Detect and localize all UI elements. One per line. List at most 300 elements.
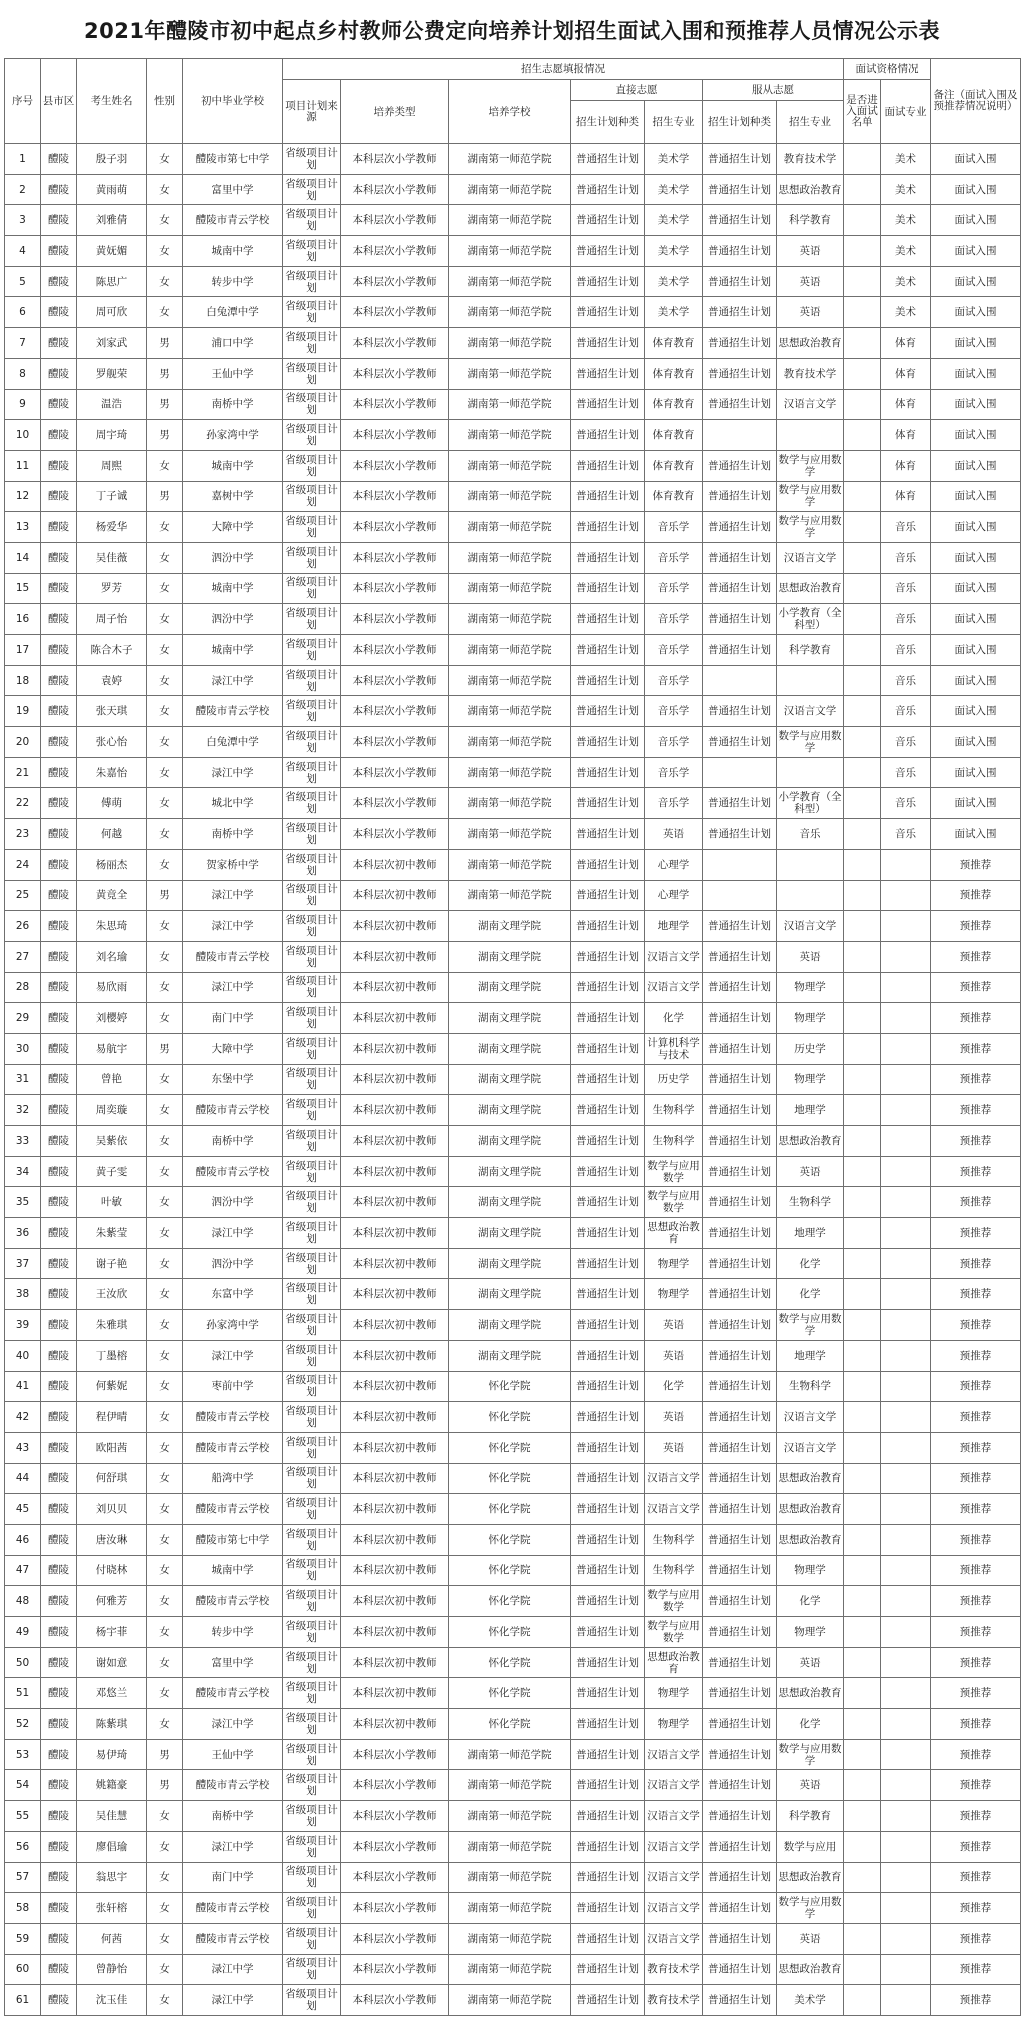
table-row (5, 604, 1021, 635)
interview-major-cell (881, 1862, 931, 1893)
name-cell: 易航宇 (77, 1033, 147, 1064)
direct-plan-cell: 普通招生计划 (571, 1126, 645, 1157)
interview-major-cell (881, 1156, 931, 1187)
remark-cell: 预推荐 (931, 1432, 1021, 1463)
direct-major-cell: 数学与应用数学 (645, 1586, 703, 1617)
remark-cell: 面试入围 (931, 665, 1021, 696)
remark-cell: 预推荐 (931, 1862, 1021, 1893)
in-list-cell (844, 1985, 881, 2016)
table-row (5, 1985, 1021, 2016)
seq-cell: 30 (5, 1033, 41, 1064)
training-school-cell: 湖南第一师范学院 (449, 880, 571, 911)
adjust-major-cell: 化学 (777, 1248, 844, 1279)
training-type-cell: 本科层次初中教师 (341, 1555, 449, 1586)
gender-cell: 女 (147, 1893, 183, 1924)
training-type-cell: 本科层次小学教师 (341, 1770, 449, 1801)
school-cell: 醴陵市青云学校 (183, 696, 283, 727)
training-school-cell: 怀化学院 (449, 1371, 571, 1402)
table-wrapper (4, 58, 1020, 2016)
table-row (5, 1033, 1021, 1064)
table-row (5, 1095, 1021, 1126)
adjust-major-cell: 思想政治教育 (777, 573, 844, 604)
seq-cell: 33 (5, 1126, 41, 1157)
direct-plan-cell: 普通招生计划 (571, 205, 645, 236)
name-cell: 傅萌 (77, 788, 147, 819)
school-cell: 王仙中学 (183, 358, 283, 389)
adjust-major-cell: 思想政治教育 (777, 328, 844, 359)
adjust-major-cell: 物理学 (777, 1617, 844, 1648)
county-cell: 醴陵 (41, 1739, 77, 1770)
direct-major-cell: 物理学 (645, 1248, 703, 1279)
adjust-plan-cell: 普通招生计划 (703, 389, 777, 420)
seq-cell: 12 (5, 481, 41, 512)
plan-source-cell: 省级项目计划 (283, 512, 341, 543)
training-type-cell: 本科层次小学教师 (341, 604, 449, 635)
school-cell: 南桥中学 (183, 819, 283, 850)
school-cell: 大障中学 (183, 1033, 283, 1064)
gender-cell: 女 (147, 1709, 183, 1740)
in-list-cell (844, 1923, 881, 1954)
remark-cell: 预推荐 (931, 941, 1021, 972)
gender-cell: 男 (147, 389, 183, 420)
direct-plan-cell: 普通招生计划 (571, 849, 645, 880)
seq-cell: 8 (5, 358, 41, 389)
remark-cell: 预推荐 (931, 1310, 1021, 1341)
gender-cell: 女 (147, 542, 183, 573)
adjust-plan-cell: 普通招生计划 (703, 358, 777, 389)
adjust-plan-cell: 普通招生计划 (703, 144, 777, 175)
plan-source-cell: 省级项目计划 (283, 1678, 341, 1709)
plan-source-cell: 省级项目计划 (283, 1064, 341, 1095)
interview-major-cell (881, 1187, 931, 1218)
interview-major-cell: 美术 (881, 205, 931, 236)
remark-cell: 面试入围 (931, 542, 1021, 573)
adjust-major-cell: 思想政治教育 (777, 174, 844, 205)
direct-plan-cell: 普通招生计划 (571, 696, 645, 727)
name-cell: 何雅芳 (77, 1586, 147, 1617)
plan-source-cell: 省级项目计划 (283, 358, 341, 389)
adjust-major-cell: 汉语言文学 (777, 1402, 844, 1433)
remark-cell: 预推荐 (931, 1064, 1021, 1095)
seq-cell: 18 (5, 665, 41, 696)
adjust-major-cell: 思想政治教育 (777, 1954, 844, 1985)
adjust-major-cell: 音乐 (777, 819, 844, 850)
seq-cell: 10 (5, 420, 41, 451)
name-cell: 吴佳薇 (77, 542, 147, 573)
name-cell: 朱思琦 (77, 911, 147, 942)
school-cell: 白兔潭中学 (183, 727, 283, 758)
adjust-plan-cell: 普通招生计划 (703, 1647, 777, 1678)
adjust-plan-cell: 普通招生计划 (703, 1862, 777, 1893)
training-school-cell: 湖南文理学院 (449, 1310, 571, 1341)
gender-cell: 女 (147, 972, 183, 1003)
school-cell: 城南中学 (183, 236, 283, 267)
in-list-cell (844, 1494, 881, 1525)
remark-cell: 面试入围 (931, 757, 1021, 788)
county-cell: 醴陵 (41, 911, 77, 942)
in-list-cell (844, 1064, 881, 1095)
interview-major-cell (881, 1218, 931, 1249)
header-adjust-plan: 招生计划种类 (703, 101, 777, 144)
plan-source-cell: 省级项目计划 (283, 635, 341, 666)
in-list-cell (844, 1739, 881, 1770)
direct-plan-cell: 普通招生计划 (571, 1770, 645, 1801)
in-list-cell (844, 1279, 881, 1310)
adjust-plan-cell: 普通招生计划 (703, 911, 777, 942)
adjust-major-cell: 数学与应用数学 (777, 1310, 844, 1341)
interview-major-cell (881, 1248, 931, 1279)
seq-cell: 41 (5, 1371, 41, 1402)
table-row (5, 1187, 1021, 1218)
training-type-cell: 本科层次小学教师 (341, 635, 449, 666)
table-row (5, 297, 1021, 328)
adjust-major-cell: 数学与应用数学 (777, 727, 844, 758)
training-type-cell: 本科层次小学教师 (341, 1739, 449, 1770)
in-list-cell (844, 941, 881, 972)
school-cell: 渌江中学 (183, 757, 283, 788)
header-seq: 序号 (5, 59, 41, 144)
plan-source-cell: 省级项目计划 (283, 1709, 341, 1740)
name-cell: 袁婷 (77, 665, 147, 696)
direct-plan-cell: 普通招生计划 (571, 328, 645, 359)
county-cell: 醴陵 (41, 1095, 77, 1126)
interview-major-cell: 美术 (881, 174, 931, 205)
table-row (5, 542, 1021, 573)
training-type-cell: 本科层次初中教师 (341, 1126, 449, 1157)
plan-source-cell: 省级项目计划 (283, 1770, 341, 1801)
in-list-cell (844, 297, 881, 328)
interview-major-cell: 美术 (881, 266, 931, 297)
name-cell: 张天琪 (77, 696, 147, 727)
gender-cell: 男 (147, 1770, 183, 1801)
gender-cell: 女 (147, 1954, 183, 1985)
direct-major-cell: 思想政治教育 (645, 1218, 703, 1249)
training-type-cell: 本科层次小学教师 (341, 542, 449, 573)
interview-major-cell (881, 1310, 931, 1341)
adjust-plan-cell: 普通招生计划 (703, 788, 777, 819)
county-cell: 醴陵 (41, 1709, 77, 1740)
table-row (5, 174, 1021, 205)
gender-cell: 男 (147, 481, 183, 512)
in-list-cell (844, 1678, 881, 1709)
in-list-cell (844, 1862, 881, 1893)
interview-major-cell: 音乐 (881, 665, 931, 696)
in-list-cell (844, 1709, 881, 1740)
name-cell: 温浩 (77, 389, 147, 420)
school-cell: 城南中学 (183, 450, 283, 481)
training-school-cell: 怀化学院 (449, 1555, 571, 1586)
gender-cell: 女 (147, 1524, 183, 1555)
training-school-cell: 湖南第一师范学院 (449, 297, 571, 328)
table-row (5, 1218, 1021, 1249)
interview-major-cell (881, 1064, 931, 1095)
table-row (5, 1739, 1021, 1770)
gender-cell: 女 (147, 1432, 183, 1463)
header-remark: 备注（面试入围及预推荐情况说明） (931, 59, 1021, 144)
plan-source-cell: 省级项目计划 (283, 389, 341, 420)
county-cell: 醴陵 (41, 1770, 77, 1801)
adjust-major-cell: 英语 (777, 1923, 844, 1954)
training-type-cell: 本科层次初中教师 (341, 911, 449, 942)
seq-cell: 56 (5, 1831, 41, 1862)
direct-major-cell: 英语 (645, 1402, 703, 1433)
direct-major-cell: 汉语言文学 (645, 941, 703, 972)
plan-source-cell: 省级项目计划 (283, 665, 341, 696)
in-list-cell (844, 1402, 881, 1433)
plan-source-cell: 省级项目计划 (283, 1739, 341, 1770)
direct-plan-cell: 普通招生计划 (571, 481, 645, 512)
gender-cell: 女 (147, 635, 183, 666)
table-row (5, 1402, 1021, 1433)
training-type-cell: 本科层次初中教师 (341, 1524, 449, 1555)
header-school: 初中毕业学校 (183, 59, 283, 144)
table-row (5, 205, 1021, 236)
table-row (5, 1003, 1021, 1034)
adjust-major-cell: 地理学 (777, 1340, 844, 1371)
direct-plan-cell: 普通招生计划 (571, 1862, 645, 1893)
name-cell: 丁墨榕 (77, 1340, 147, 1371)
interview-major-cell (881, 1494, 931, 1525)
name-cell: 曾静怡 (77, 1954, 147, 1985)
training-type-cell: 本科层次小学教师 (341, 819, 449, 850)
training-school-cell: 湖南第一师范学院 (449, 1985, 571, 2016)
interview-major-cell (881, 1801, 931, 1832)
school-cell: 醴陵市青云学校 (183, 1770, 283, 1801)
remark-cell: 预推荐 (931, 911, 1021, 942)
training-type-cell: 本科层次初中教师 (341, 1617, 449, 1648)
remark-cell: 预推荐 (931, 1801, 1021, 1832)
name-cell: 罗芳 (77, 573, 147, 604)
plan-source-cell: 省级项目计划 (283, 1310, 341, 1341)
school-cell: 渌江中学 (183, 1831, 283, 1862)
school-cell: 醴陵市青云学校 (183, 1402, 283, 1433)
training-school-cell: 湖南第一师范学院 (449, 1862, 571, 1893)
plan-source-cell: 省级项目计划 (283, 1862, 341, 1893)
table-row (5, 941, 1021, 972)
plan-source-cell: 省级项目计划 (283, 1371, 341, 1402)
direct-major-cell: 体育教育 (645, 358, 703, 389)
adjust-plan-cell: 普通招生计划 (703, 1402, 777, 1433)
training-school-cell: 湖南第一师范学院 (449, 358, 571, 389)
school-cell: 城南中学 (183, 635, 283, 666)
gender-cell: 女 (147, 512, 183, 543)
training-type-cell: 本科层次初中教师 (341, 1064, 449, 1095)
name-cell: 何越 (77, 819, 147, 850)
plan-source-cell: 省级项目计划 (283, 1831, 341, 1862)
remark-cell: 预推荐 (931, 1923, 1021, 1954)
county-cell: 醴陵 (41, 1310, 77, 1341)
direct-plan-cell: 普通招生计划 (571, 1033, 645, 1064)
interview-major-cell (881, 1340, 931, 1371)
seq-cell: 47 (5, 1555, 41, 1586)
seq-cell: 20 (5, 727, 41, 758)
name-cell: 陈合木子 (77, 635, 147, 666)
name-cell: 周熙 (77, 450, 147, 481)
gender-cell: 女 (147, 1586, 183, 1617)
remark-cell: 面试入围 (931, 205, 1021, 236)
training-school-cell: 湖南第一师范学院 (449, 573, 571, 604)
county-cell: 醴陵 (41, 236, 77, 267)
table-row (5, 573, 1021, 604)
interview-major-cell: 体育 (881, 450, 931, 481)
direct-major-cell: 美术学 (645, 174, 703, 205)
seq-cell: 49 (5, 1617, 41, 1648)
adjust-plan-cell: 普通招生计划 (703, 635, 777, 666)
direct-major-cell: 数学与应用数学 (645, 1187, 703, 1218)
training-school-cell: 湖南第一师范学院 (449, 1831, 571, 1862)
county-cell: 醴陵 (41, 1678, 77, 1709)
adjust-plan-cell: 普通招生计划 (703, 1617, 777, 1648)
school-cell: 渌江中学 (183, 1985, 283, 2016)
county-cell: 醴陵 (41, 512, 77, 543)
direct-major-cell: 音乐学 (645, 788, 703, 819)
in-list-cell (844, 849, 881, 880)
adjust-plan-cell: 普通招生计划 (703, 1279, 777, 1310)
direct-major-cell: 英语 (645, 1432, 703, 1463)
adjust-major-cell: 化学 (777, 1586, 844, 1617)
direct-plan-cell: 普通招生计划 (571, 1647, 645, 1678)
adjust-major-cell: 数学与应用数学 (777, 512, 844, 543)
seq-cell: 19 (5, 696, 41, 727)
training-school-cell: 湖南第一师范学院 (449, 236, 571, 267)
adjust-plan-cell: 普通招生计划 (703, 1310, 777, 1341)
county-cell: 醴陵 (41, 266, 77, 297)
direct-major-cell: 心理学 (645, 880, 703, 911)
adjust-plan-cell: 普通招生计划 (703, 1003, 777, 1034)
table-row (5, 1954, 1021, 1985)
direct-major-cell: 化学 (645, 1371, 703, 1402)
school-cell: 醴陵市青云学校 (183, 941, 283, 972)
header-gender: 性别 (147, 59, 183, 144)
remark-cell: 面试入围 (931, 573, 1021, 604)
table-row (5, 1647, 1021, 1678)
school-cell: 王仙中学 (183, 1739, 283, 1770)
in-list-cell (844, 1432, 881, 1463)
in-list-cell (844, 1617, 881, 1648)
county-cell: 醴陵 (41, 1371, 77, 1402)
training-type-cell: 本科层次初中教师 (341, 1709, 449, 1740)
table-row (5, 665, 1021, 696)
table-row (5, 696, 1021, 727)
seq-cell: 26 (5, 911, 41, 942)
table-row (5, 1463, 1021, 1494)
training-school-cell: 湖南第一师范学院 (449, 1801, 571, 1832)
county-cell: 醴陵 (41, 1187, 77, 1218)
gender-cell: 女 (147, 1494, 183, 1525)
training-type-cell: 本科层次初中教师 (341, 1156, 449, 1187)
direct-major-cell: 化学 (645, 1003, 703, 1034)
direct-plan-cell: 普通招生计划 (571, 727, 645, 758)
training-school-cell: 湖南文理学院 (449, 1126, 571, 1157)
table-row (5, 1770, 1021, 1801)
seq-cell: 21 (5, 757, 41, 788)
table-row (5, 1524, 1021, 1555)
adjust-major-cell: 思想政治教育 (777, 1678, 844, 1709)
table-header (5, 59, 1021, 144)
plan-source-cell: 省级项目计划 (283, 1923, 341, 1954)
header-training-school: 培养学校 (449, 80, 571, 144)
seq-cell: 29 (5, 1003, 41, 1034)
remark-cell: 预推荐 (931, 1340, 1021, 1371)
training-school-cell: 湖南文理学院 (449, 1340, 571, 1371)
county-cell: 醴陵 (41, 1494, 77, 1525)
adjust-plan-cell: 普通招生计划 (703, 1126, 777, 1157)
seq-cell: 40 (5, 1340, 41, 1371)
seq-cell: 53 (5, 1739, 41, 1770)
table-row (5, 328, 1021, 359)
training-type-cell: 本科层次初中教师 (341, 941, 449, 972)
training-type-cell: 本科层次小学教师 (341, 727, 449, 758)
plan-source-cell: 省级项目计划 (283, 297, 341, 328)
remark-cell: 面试入围 (931, 696, 1021, 727)
direct-plan-cell: 普通招生计划 (571, 819, 645, 850)
direct-major-cell: 汉语言文学 (645, 1831, 703, 1862)
table-body (5, 144, 1021, 2016)
remark-cell: 面试入围 (931, 328, 1021, 359)
direct-plan-cell: 普通招生计划 (571, 297, 645, 328)
table-row (5, 1678, 1021, 1709)
direct-major-cell: 计算机科学与技术 (645, 1033, 703, 1064)
remark-cell: 预推荐 (931, 1187, 1021, 1218)
direct-major-cell: 音乐学 (645, 512, 703, 543)
header-plan-source: 项目计划来源 (283, 80, 341, 144)
direct-major-cell: 地理学 (645, 911, 703, 942)
plan-source-cell: 省级项目计划 (283, 1555, 341, 1586)
seq-cell: 34 (5, 1156, 41, 1187)
school-cell: 嘉树中学 (183, 481, 283, 512)
remark-cell: 面试入围 (931, 420, 1021, 451)
name-cell: 何茜 (77, 1923, 147, 1954)
remark-cell: 面试入围 (931, 481, 1021, 512)
gender-cell: 女 (147, 1126, 183, 1157)
in-list-cell (844, 358, 881, 389)
direct-plan-cell: 普通招生计划 (571, 1678, 645, 1709)
seq-cell: 55 (5, 1801, 41, 1832)
adjust-major-cell: 思想政治教育 (777, 1463, 844, 1494)
training-school-cell: 怀化学院 (449, 1678, 571, 1709)
adjust-major-cell: 思想政治教育 (777, 1862, 844, 1893)
gender-cell: 女 (147, 573, 183, 604)
seq-cell: 44 (5, 1463, 41, 1494)
county-cell: 醴陵 (41, 635, 77, 666)
name-cell: 欧阳茜 (77, 1432, 147, 1463)
county-cell: 醴陵 (41, 174, 77, 205)
remark-cell: 预推荐 (931, 1739, 1021, 1770)
adjust-plan-cell: 普通招生计划 (703, 1064, 777, 1095)
plan-source-cell: 省级项目计划 (283, 696, 341, 727)
training-type-cell: 本科层次小学教师 (341, 174, 449, 205)
remark-cell: 预推荐 (931, 1156, 1021, 1187)
gender-cell: 男 (147, 328, 183, 359)
in-list-cell (844, 1555, 881, 1586)
plan-source-cell: 省级项目计划 (283, 972, 341, 1003)
training-type-cell: 本科层次小学教师 (341, 665, 449, 696)
seq-cell: 38 (5, 1279, 41, 1310)
training-type-cell: 本科层次小学教师 (341, 1893, 449, 1924)
training-school-cell: 湖南第一师范学院 (449, 635, 571, 666)
training-type-cell: 本科层次初中教师 (341, 1187, 449, 1218)
gender-cell: 男 (147, 420, 183, 451)
training-school-cell: 湖南第一师范学院 (449, 389, 571, 420)
gender-cell: 女 (147, 1555, 183, 1586)
direct-major-cell: 体育教育 (645, 420, 703, 451)
in-list-cell (844, 1218, 881, 1249)
training-type-cell: 本科层次初中教师 (341, 1279, 449, 1310)
in-list-cell (844, 144, 881, 175)
plan-source-cell: 省级项目计划 (283, 1033, 341, 1064)
school-cell: 泗汾中学 (183, 604, 283, 635)
school-cell: 醴陵市青云学校 (183, 1095, 283, 1126)
